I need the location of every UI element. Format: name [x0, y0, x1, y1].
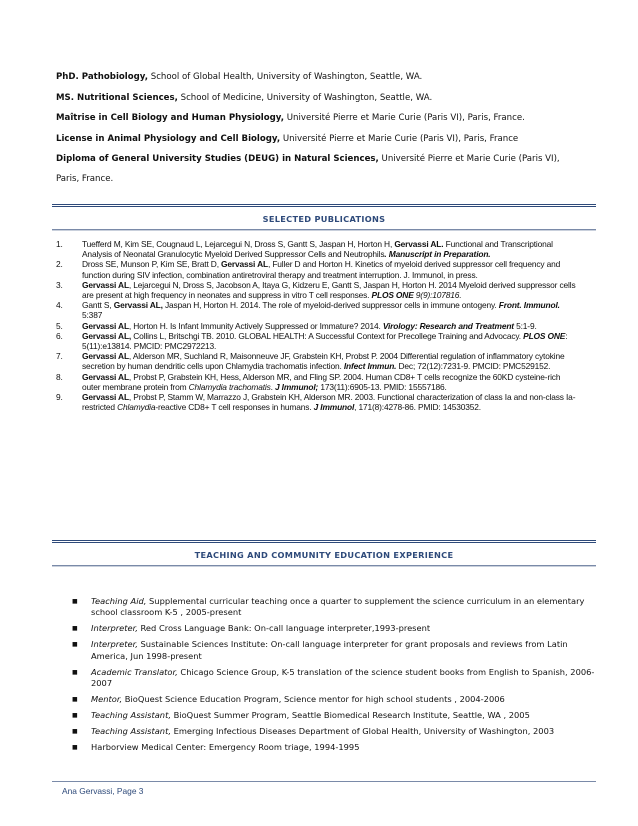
publication-text-run: Jaspan H, Horton H. 2014. The role of myeloid-derived suppressor cells in immune ontogeny.	[162, 300, 499, 311]
publication-number: 4.	[56, 300, 63, 311]
teaching-title: TEACHING AND COMMUNITY EDUCATION EXPERIENCE	[194, 550, 454, 560]
teaching-list	[72, 596, 596, 757]
teaching-item	[72, 710, 596, 721]
teaching-text	[91, 726, 596, 737]
publication-text-run: Gervassi AL	[82, 320, 129, 331]
degree-institution: Université Pierre et Marie Curie (Paris VI),	[378, 154, 560, 164]
degree-name: Maîtrise in Cell Biology and Human Physiology,	[56, 113, 285, 123]
teaching-item	[72, 694, 596, 705]
publication-text-run: , Probst P, Grabstein KH, Hess, Alderson MR, and Fling SP. 2004. Human CD8+ T cells recognize the 60KD cysteine-rich outer membrane protein from	[82, 371, 561, 392]
bullet-icon: ■	[72, 743, 78, 751]
publication-number: 9.	[56, 392, 63, 403]
publication-text-run: J Immunol;	[274, 381, 319, 392]
teaching-description: Harborview Medical Center: Emergency Room triage, 1994-1995	[91, 741, 360, 752]
publication-text-run: Collins L, Britschgi TB. 2010. GLOBAL HEALTH: A Successful Context for Precollege Training and Advocacy.	[131, 330, 524, 341]
publication-text-run: Gervassi AL	[82, 351, 129, 362]
publication-item	[56, 392, 576, 412]
publication-text-run: Gantt S,	[82, 300, 114, 311]
teaching-description: Sustainable Sciences Institute: On-call language interpreter for grant proposals and reviews from Latin America, Jun 1998-present	[91, 639, 568, 661]
publication-text-run: , Fuller D and Horton H. Kinetics of myeloid derived suppressor cell frequency and function during SIV infection, combination antiretroviral therapy and treatment interruption. J. Immunol, in press.	[82, 259, 561, 280]
publication-text-run: 5:387	[82, 310, 103, 321]
publication-text-run: Dross SE, Munson P, Kim SE, Bratt D,	[82, 259, 222, 270]
publication-item	[56, 300, 576, 320]
degree-name: License in Animal Physiology and Cell Biology,	[56, 133, 281, 144]
publication-item	[56, 372, 576, 392]
education-entry	[56, 134, 596, 145]
teaching-text	[91, 639, 596, 662]
teaching-item	[72, 667, 596, 690]
publication-number: 7.	[56, 351, 63, 362]
teaching-section-header	[52, 540, 596, 566]
bullet-icon: ■	[72, 711, 78, 719]
teaching-role: Teaching Assistant,	[91, 725, 171, 736]
publication-text-run: Chlamydia	[117, 402, 156, 413]
publication-text	[82, 259, 576, 279]
bullet-icon: ■	[72, 625, 78, 633]
teaching-text	[91, 694, 596, 705]
section-rule-top	[52, 540, 596, 543]
teaching-description: Chicago Science Group, K-5 translation of the science student books from English to Spanish, 2006-2007	[91, 666, 595, 688]
teaching-role: Interpreter,	[91, 639, 138, 650]
teaching-item	[72, 742, 596, 753]
publication-number: 8.	[56, 371, 63, 382]
publication-text-run: Infect Immun.	[343, 361, 397, 372]
publication-text-run: 173(11):6905-13. PMID: 15557186.	[318, 381, 447, 392]
education-list	[56, 72, 596, 194]
degree-institution: Université Pierre et Marie Curie (Paris VI), Paris, France	[280, 133, 519, 144]
publication-item	[56, 331, 576, 351]
publication-text-run: Functional and Transcriptional Analysis of Neonatal Granulocytic Myeloid Derived Suppressor Cells and Neutrophils	[82, 239, 553, 260]
bullet-icon: ■	[72, 598, 78, 605]
footer-rule	[52, 781, 596, 782]
publication-text-run: PLOS ONE	[371, 290, 414, 301]
publication-item	[56, 239, 576, 259]
education-entry	[56, 93, 596, 104]
teaching-text	[91, 742, 596, 753]
publication-number: 6.	[56, 330, 63, 341]
teaching-description: BioQuest Science Education Program, Science mentor for high school students , 2004-2006	[122, 693, 505, 704]
publication-text-run: Gervassi AL	[82, 279, 129, 290]
section-rule-top	[52, 204, 596, 207]
degree-institution: Université Pierre et Marie Curie (Paris VI), Paris, France.	[284, 113, 525, 123]
teaching-role: Teaching Assistant,	[91, 709, 171, 720]
publication-text	[82, 300, 576, 320]
publication-text-run: Front. Immunol.	[498, 300, 560, 311]
degree-name: PhD. Pathobiology,	[56, 72, 149, 82]
publication-text	[82, 321, 576, 331]
bullet-icon: ■	[72, 727, 78, 735]
publication-text-run: , Horton H. Is Infant Immunity Actively Suppressed or Immature? 2014.	[128, 320, 383, 331]
teaching-role: Teaching Aid,	[91, 596, 147, 606]
publications-title: SELECTED PUBLICATIONS	[262, 214, 386, 224]
education-entry	[56, 72, 596, 83]
teaching-text	[91, 667, 596, 690]
publication-text-run: 9(9):107816.	[413, 290, 462, 301]
education-entry	[56, 113, 596, 124]
teaching-description: Emerging Infectious Diseases Department of Global Health, University of Washington, 2003	[170, 725, 555, 736]
bullet-icon: ■	[72, 668, 78, 676]
publications-section-header	[52, 204, 596, 230]
publication-number: 1.	[56, 239, 63, 249]
publication-number: 2.	[56, 259, 63, 270]
publication-text-run: , Probst P, Stamm W, Marrazzo J, Grabstein KH, Alderson MR. 2003. Functional characterization of class Ia and non-class Ia-restricted	[82, 392, 576, 413]
publication-text-run: Gervassi AL,	[113, 300, 163, 311]
publication-text	[82, 331, 576, 351]
publication-item	[56, 321, 576, 331]
publication-text-run: Tuefferd M, Kim SE, Cougnaud L, Lejarcegui N, Dross S, Gantt S, Jaspan H, Horton H,	[82, 239, 395, 249]
publication-text	[82, 280, 576, 300]
bullet-icon: ■	[72, 695, 78, 703]
teaching-role: Academic Translator,	[91, 666, 178, 677]
teaching-item	[72, 623, 596, 634]
teaching-description: Supplemental curricular teaching once a quarter to supplement the science curriculum in an elementary school classroom K-5 , 2005-present	[91, 596, 585, 618]
publication-text	[82, 372, 576, 392]
publication-text-run: Gervassi AL	[221, 259, 268, 270]
section-rule-bottom	[52, 565, 596, 566]
publication-text-run: . Manuscript in Preparation.	[384, 249, 491, 260]
teaching-item	[72, 639, 596, 662]
publications-list	[56, 239, 576, 412]
page-footer: Ana Gervassi, Page 3	[62, 786, 144, 796]
degree-institution: School of Global Health, University of Washington, Seattle, WA.	[148, 72, 423, 82]
teaching-description: Red Cross Language Bank: On-call language interpreter,1993-present	[137, 623, 431, 634]
publication-text-run: 5:1-9.	[513, 320, 537, 331]
degree-institution: School of Medicine, University of Washington, Seattle, WA.	[177, 92, 433, 103]
publication-text-run: Dec; 72(12):7231-9. PMCID: PMC529152.	[396, 361, 551, 372]
publication-text-run: -reactive CD8+ T cell responses in humans.	[155, 402, 314, 413]
publication-text-run: Gervassi AL	[82, 392, 129, 403]
publication-text-run: , 171(8):4278-86. PMID: 14530352.	[354, 402, 481, 413]
publication-text	[82, 351, 576, 371]
degree-institution: Paris, France.	[56, 173, 114, 184]
teaching-role: Interpreter,	[91, 623, 138, 634]
publication-text-run: PLOS ONE	[523, 330, 566, 341]
teaching-role: Mentor,	[91, 693, 123, 704]
publication-text-run: Virology: Research and Treatment	[382, 320, 514, 331]
teaching-description: BioQuest Summer Program, Seattle Biomedical Research Institute, Seattle, WA , 2005	[170, 709, 530, 720]
teaching-item	[72, 726, 596, 737]
degree-name: MS. Nutritional Sciences,	[56, 92, 178, 103]
degree-name: Diploma of General University Studies (DEUG) in Natural Sciences,	[56, 154, 379, 164]
publication-text	[82, 239, 576, 259]
teaching-text	[91, 623, 596, 634]
publication-number: 3.	[56, 279, 63, 290]
education-entry	[56, 154, 596, 165]
publication-item	[56, 351, 576, 371]
publication-text-run: .	[270, 381, 275, 392]
publication-text-run: , Alderson MR, Suchland R, Maisonneuve JF, Grabstein KH, Probst P. 2004 Differential regulation of inflammatory cytokine secretion by human dendritic cells upon Chlamydia trachomatis infection.	[82, 351, 565, 372]
publication-text-run: , Lejarcegui N, Dross S, Jacobson A, Itaya G, Kidzeru E, Gantt S, Jaspan H, Horton H. 2014 Myeloid derived suppressor cells are present at high frequency in neonates and suppress in vitro T cell responses.	[82, 279, 576, 301]
publication-item	[56, 259, 576, 279]
publication-item	[56, 280, 576, 300]
publication-text	[82, 392, 576, 412]
publication-number: 5.	[56, 320, 63, 331]
teaching-text	[91, 710, 596, 721]
teaching-text	[91, 596, 596, 619]
publication-text-run: Gervassi AL	[82, 371, 129, 382]
teaching-item	[72, 596, 596, 619]
section-rule-bottom	[52, 229, 596, 230]
education-entry	[56, 174, 596, 185]
bullet-icon: ■	[72, 641, 78, 649]
publication-text-run: : 5(11):e13814. PMCID: PMC2972213.	[82, 330, 568, 352]
publication-text-run: J Immunol	[313, 402, 355, 413]
publication-text-run: Gervassi AL,	[82, 330, 132, 341]
publication-text-run: Gervassi AL.	[394, 239, 444, 249]
publication-text-run: Chlamydia trachomatis	[188, 381, 271, 392]
